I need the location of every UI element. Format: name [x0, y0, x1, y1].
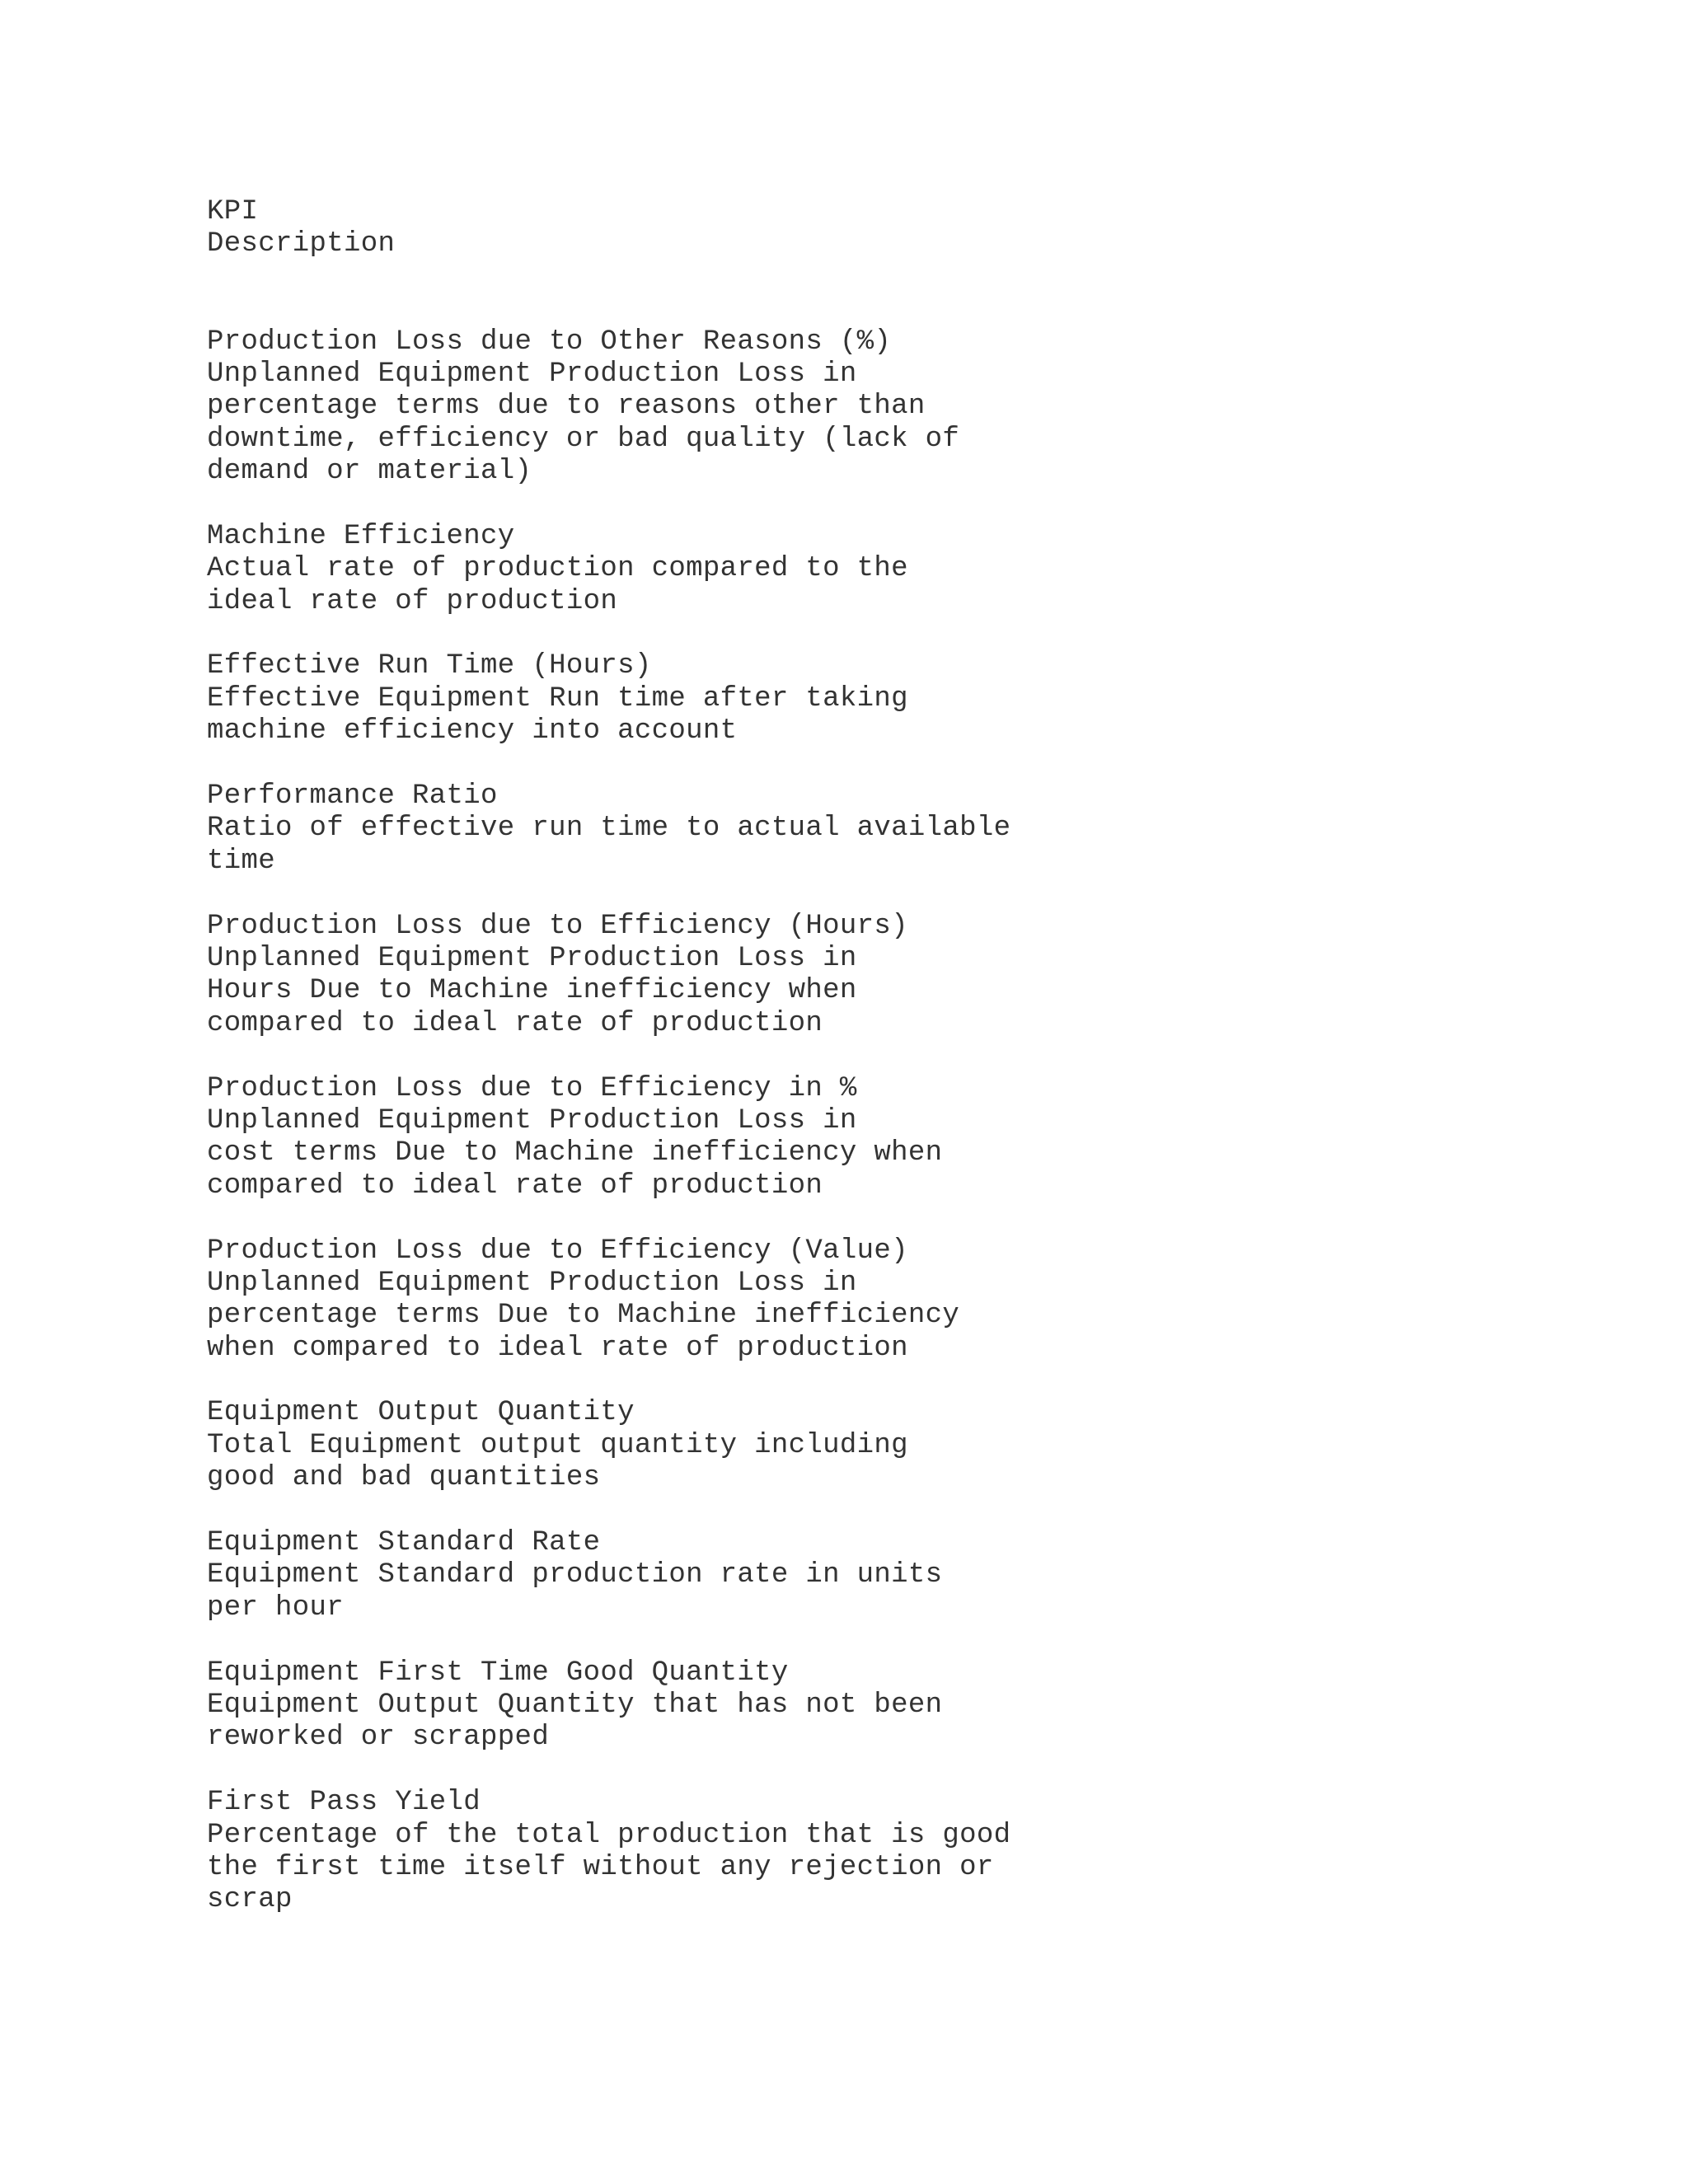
kpi-description-line: compared to ideal rate of production [207, 1007, 823, 1039]
kpi-description-line: Unplanned Equipment Production Loss in [207, 943, 857, 974]
kpi-description-line: time [207, 845, 276, 877]
kpi-entry [207, 1235, 1443, 1366]
kpi-column-header: KPI [207, 196, 259, 227]
kpi-name: Production Loss due to Efficiency (Value) [207, 1235, 908, 1267]
kpi-description-line: Hours Due to Machine inefficiency when [207, 975, 857, 1007]
kpi-description-line: scrap [207, 1884, 293, 1916]
kpi-name: Equipment First Time Good Quantity [207, 1657, 789, 1689]
kpi-entry [207, 326, 1443, 489]
kpi-description-line: demand or material) [207, 456, 532, 488]
kpi-description-line: Ratio of effective run time to actual available [207, 813, 1011, 845]
kpi-description-line: Unplanned Equipment Production Loss in [207, 358, 857, 390]
kpi-name: Effective Run Time (Hours) [207, 650, 652, 682]
kpi-entry [207, 911, 1443, 1041]
kpi-description-line: Unplanned Equipment Production Loss in [207, 1267, 857, 1299]
kpi-description-line: compared to ideal rate of production [207, 1169, 823, 1202]
kpi-description-line: Actual rate of production compared to the [207, 553, 908, 585]
kpi-entry [207, 1787, 1443, 1917]
kpi-entry [207, 1657, 1443, 1755]
kpi-description-line: when compared to ideal rate of production [207, 1332, 908, 1364]
kpi-description-line: per hour [207, 1591, 345, 1624]
description-column-header: Description [207, 228, 396, 260]
kpi-entry [207, 1073, 1443, 1203]
kpi-description-line: Unplanned Equipment Production Loss in [207, 1104, 857, 1137]
table-header [207, 196, 1443, 261]
kpi-description-line: Effective Equipment Run time after taking [207, 682, 908, 715]
kpi-description-line: Equipment Output Quantity that has not been [207, 1689, 943, 1721]
kpi-entry [207, 521, 1443, 618]
kpi-description-line: percentage terms Due to Machine inefficiency [207, 1300, 960, 1332]
kpi-name: Performance Ratio [207, 780, 498, 813]
kpi-entry [207, 1527, 1443, 1624]
kpi-description-line: Percentage of the total production that is good [207, 1819, 1011, 1851]
kpi-description-line: ideal rate of production [207, 585, 618, 617]
kpi-description-line: good and bad quantities [207, 1462, 601, 1494]
kpi-description-line: downtime, efficiency or bad quality (lack of [207, 423, 960, 455]
kpi-name: Production Loss due to Efficiency (Hours) [207, 910, 908, 942]
kpi-name: Equipment Standard Rate [207, 1527, 601, 1559]
kpi-description-line: machine efficiency into account [207, 715, 738, 748]
kpi-description-line: reworked or scrapped [207, 1722, 550, 1754]
kpi-entry [207, 650, 1443, 748]
kpi-name: Production Loss due to Other Reasons (%) [207, 326, 892, 358]
kpi-description-line: cost terms Due to Machine inefficiency when [207, 1137, 943, 1169]
kpi-name: Machine Efficiency [207, 520, 515, 552]
kpi-entry [207, 780, 1443, 878]
kpi-document [207, 196, 1443, 1917]
kpi-description-line: Equipment Standard production rate in units [207, 1559, 943, 1591]
kpi-description-line: the first time itself without any rejection or [207, 1851, 994, 1883]
kpi-list [207, 326, 1443, 1917]
kpi-name: First Pass Yield [207, 1787, 481, 1819]
kpi-description-line: percentage terms due to reasons other than [207, 391, 926, 423]
kpi-description-line: Total Equipment output quantity including [207, 1429, 908, 1461]
kpi-name: Equipment Output Quantity [207, 1397, 635, 1429]
kpi-entry [207, 1397, 1443, 1494]
kpi-name: Production Loss due to Efficiency in % [207, 1072, 857, 1104]
